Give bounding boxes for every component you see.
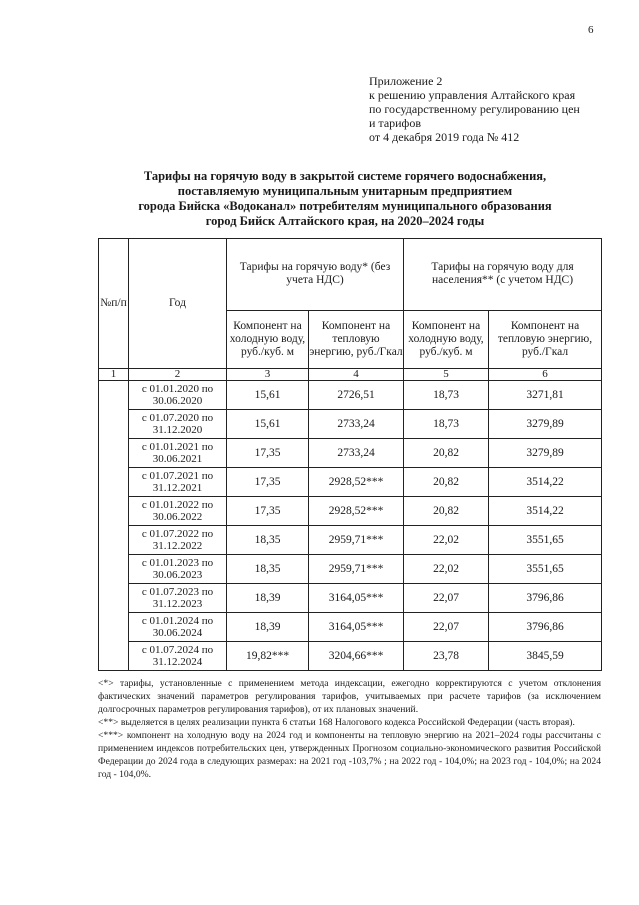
value-cell: 3164,05*** (309, 613, 404, 642)
value-cell: 15,61 (227, 410, 309, 439)
table-row (99, 642, 602, 671)
value-cell: 3551,65 (489, 526, 602, 555)
row-number-cell (99, 381, 129, 671)
appendix-line: к решению управления Алтайского края (369, 88, 576, 102)
value-cell: 15,61 (227, 381, 309, 410)
value-cell: 3845,59 (489, 642, 602, 671)
value-cell: 19,82*** (227, 642, 309, 671)
value-cell: 22,02 (404, 555, 489, 584)
header-sub-cold-water-population: Компонент на холодную воду, руб./куб. м (404, 311, 489, 369)
value-cell: 2733,24 (309, 439, 404, 468)
title-line: Тарифы на горячую воду в закрытой системе горячего водоснабжения, (143, 169, 547, 183)
header-group-no-vat: Тарифы на горячую воду* (без учета НДС) (227, 239, 404, 311)
value-cell: 18,39 (227, 584, 309, 613)
table-row (99, 439, 602, 468)
value-cell: 22,07 (404, 613, 489, 642)
appendix-line: от 4 декабря 2019 года № 412 (369, 130, 520, 144)
period-cell: с 01.07.2021 по 31.12.2021 (129, 468, 227, 497)
value-cell: 2733,24 (309, 410, 404, 439)
value-cell: 18,73 (404, 410, 489, 439)
table-row (99, 584, 602, 613)
title-line: город Бийск Алтайского края, на 2020–2024 годы (205, 214, 485, 228)
header-num: №п/п (99, 239, 129, 369)
page-number: 6 (588, 24, 594, 36)
column-number: 4 (309, 369, 404, 381)
header-year: Год (129, 239, 227, 369)
title-line: города Бийска «Водоканал» потребителям муниципального образования (138, 199, 552, 213)
appendix-line: по государственному регулированию цен (369, 102, 580, 116)
header-sub-heat-energy: Компонент на тепловую энергию, руб./Гкал (309, 311, 404, 369)
period-cell: с 01.07.2024 по 31.12.2024 (129, 642, 227, 671)
value-cell: 23,78 (404, 642, 489, 671)
footnote: <*> тарифы, установленные с применением метода индексации, ежегодно корректируются с учетом отклонения фактических значений параметров регулирования тарифов, учитываемых при расчете тарифов (за исключением долгосрочных параметров регулирования тарифов), от их плановых значений. (98, 678, 601, 715)
document-title (80, 169, 610, 229)
period-cell: с 01.01.2024 по 30.06.2024 (129, 613, 227, 642)
column-number: 5 (404, 369, 489, 381)
column-number: 2 (129, 369, 227, 381)
title-line: поставляемую муниципальным унитарным предприятием (177, 184, 513, 198)
column-number: 3 (227, 369, 309, 381)
value-cell: 3279,89 (489, 410, 602, 439)
value-cell: 2959,71*** (309, 555, 404, 584)
value-cell: 18,73 (404, 381, 489, 410)
header-group-population: Тарифы на горячую воду для населения** (с учетом НДС) (404, 239, 602, 311)
value-cell: 17,35 (227, 439, 309, 468)
value-cell: 18,35 (227, 526, 309, 555)
value-cell: 3514,22 (489, 468, 602, 497)
period-cell: с 01.01.2020 по 30.06.2020 (129, 381, 227, 410)
value-cell: 22,02 (404, 526, 489, 555)
period-cell: с 01.01.2023 по 30.06.2023 (129, 555, 227, 584)
period-cell: с 01.01.2021 по 30.06.2021 (129, 439, 227, 468)
value-cell: 18,39 (227, 613, 309, 642)
value-cell: 2959,71*** (309, 526, 404, 555)
table-row (99, 468, 602, 497)
value-cell: 17,35 (227, 468, 309, 497)
value-cell: 3796,86 (489, 584, 602, 613)
value-cell: 3164,05*** (309, 584, 404, 613)
appendix-line: и тарифов (369, 116, 422, 130)
value-cell: 17,35 (227, 497, 309, 526)
header-sub-heat-energy-population: Компонент на тепловую энергию, руб./Гкал (489, 311, 602, 369)
footnotes (98, 677, 601, 781)
table-row (99, 555, 602, 584)
period-cell: с 01.01.2022 по 30.06.2022 (129, 497, 227, 526)
value-cell: 18,35 (227, 555, 309, 584)
appendix-line: Приложение 2 (369, 74, 443, 88)
value-cell: 20,82 (404, 439, 489, 468)
footnote: <**> выделяется в целях реализации пункта 6 статьи 168 Налогового кодекса Российской Федерации (часть вторая). (98, 717, 575, 728)
table-row (99, 410, 602, 439)
value-cell: 2726,51 (309, 381, 404, 410)
table-row (99, 381, 602, 410)
value-cell: 3514,22 (489, 497, 602, 526)
period-cell: с 01.07.2023 по 31.12.2023 (129, 584, 227, 613)
value-cell: 20,82 (404, 497, 489, 526)
table-row (99, 613, 602, 642)
value-cell: 20,82 (404, 468, 489, 497)
value-cell: 3271,81 (489, 381, 602, 410)
column-number: 6 (489, 369, 602, 381)
value-cell: 22,07 (404, 584, 489, 613)
value-cell: 3204,66*** (309, 642, 404, 671)
column-number: 1 (99, 369, 129, 381)
tariffs-table (98, 238, 602, 671)
period-cell: с 01.07.2020 по 31.12.2020 (129, 410, 227, 439)
value-cell: 2928,52*** (309, 497, 404, 526)
period-cell: с 01.07.2022 по 31.12.2022 (129, 526, 227, 555)
value-cell: 2928,52*** (309, 468, 404, 497)
table-row (99, 526, 602, 555)
value-cell: 3796,86 (489, 613, 602, 642)
header-sub-cold-water: Компонент на холодную воду, руб./куб. м (227, 311, 309, 369)
footnote: <***> компонент на холодную воду на 2024 год и компоненты на тепловую энергию на 2021–2024 годы рассчитаны с применением индексов потребительских цен, утвержденных Прогнозом социально-экономического развития Российской Федерации до 2024 года в следующих размерах: на 2021 год -103,7% ; на 2022 год - 104,0%; на 2023 год - 104,0%; на 2024 год - 104,0%. (98, 730, 601, 780)
appendix-block (369, 74, 629, 144)
value-cell: 3551,65 (489, 555, 602, 584)
value-cell: 3279,89 (489, 439, 602, 468)
table-row (99, 497, 602, 526)
